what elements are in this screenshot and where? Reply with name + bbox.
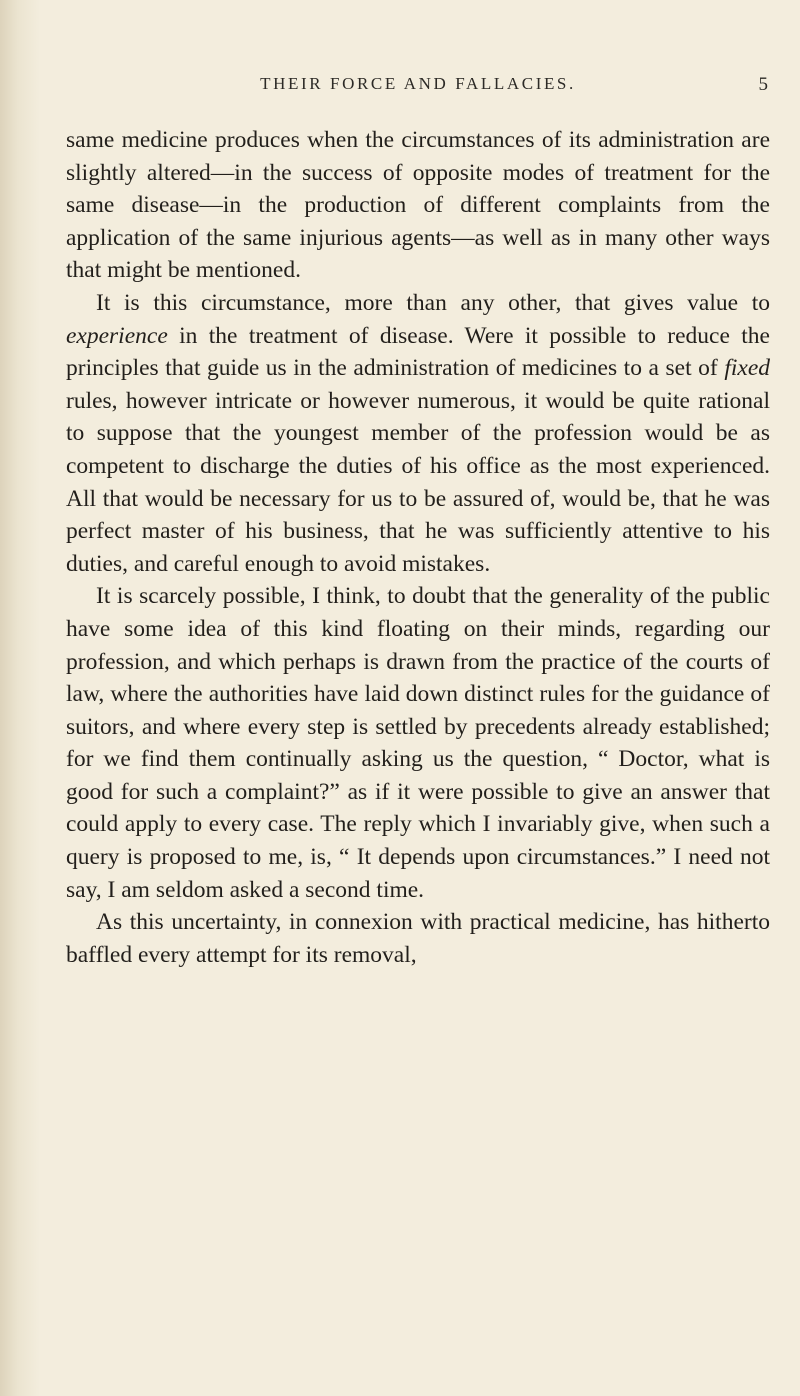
paragraph-2 (66, 287, 770, 580)
running-title: THEIR FORCE AND FALLACIES. (260, 74, 576, 93)
emphasis-fixed: fixed (724, 355, 770, 382)
paragraph-text: rules, however intricate or however numerous, it would be quite rational to suppose that the youngest member of the profession would be as competent to discharge the duties of his office as the most experienced. All that would be necessary for us to be assured of, would be, that he was perfect master of his business, that he was sufficiently attentive to his duties, and careful enough to avoid mistakes. (66, 387, 770, 577)
paragraph-4 (66, 906, 770, 971)
paragraph-3 (66, 580, 770, 906)
paragraph-text: same medicine produces when the circumstances of its administration are slightly altered—in the success of opposite modes of treatment for the same disease—in the production of different complaints from the application of the same injurious agents—as well as in many other ways that might be mentioned. (66, 127, 770, 284)
page-number: 5 (758, 74, 768, 95)
paragraph-1 (66, 124, 770, 287)
body-text (66, 124, 770, 971)
paragraph-text: in the treatment of disease. Were it possible to reduce the principles that guide us in the administration of medicines to a set of (66, 322, 770, 382)
paragraph-text: It is scarcely possible, I think, to doubt that the generality of the public have some idea of this kind floating on their minds, regarding our profession, and which perhaps is drawn from the practice of the courts of law, where the authorities have laid down distinct rules for the guidance of suitors, and where every step is settled by precedents already established; for we find them continually asking us the question, “ Doctor, what is good for such a complaint?” as if it were possible to give an answer that could apply to every case. The reply which I invariably give, when such a query is proposed to me, is, “ It depends upon circumstances.” I need not say, I am seldom asked a second time. (66, 583, 770, 903)
paragraph-text: As this uncertainty, in connexion with practical medicine, has hitherto baffled every attempt for its removal, (66, 909, 770, 968)
emphasis-experience: experience (66, 322, 168, 349)
paragraph-text: It is this circumstance, more than any other, that gives value to (96, 289, 770, 316)
running-head (62, 74, 774, 104)
